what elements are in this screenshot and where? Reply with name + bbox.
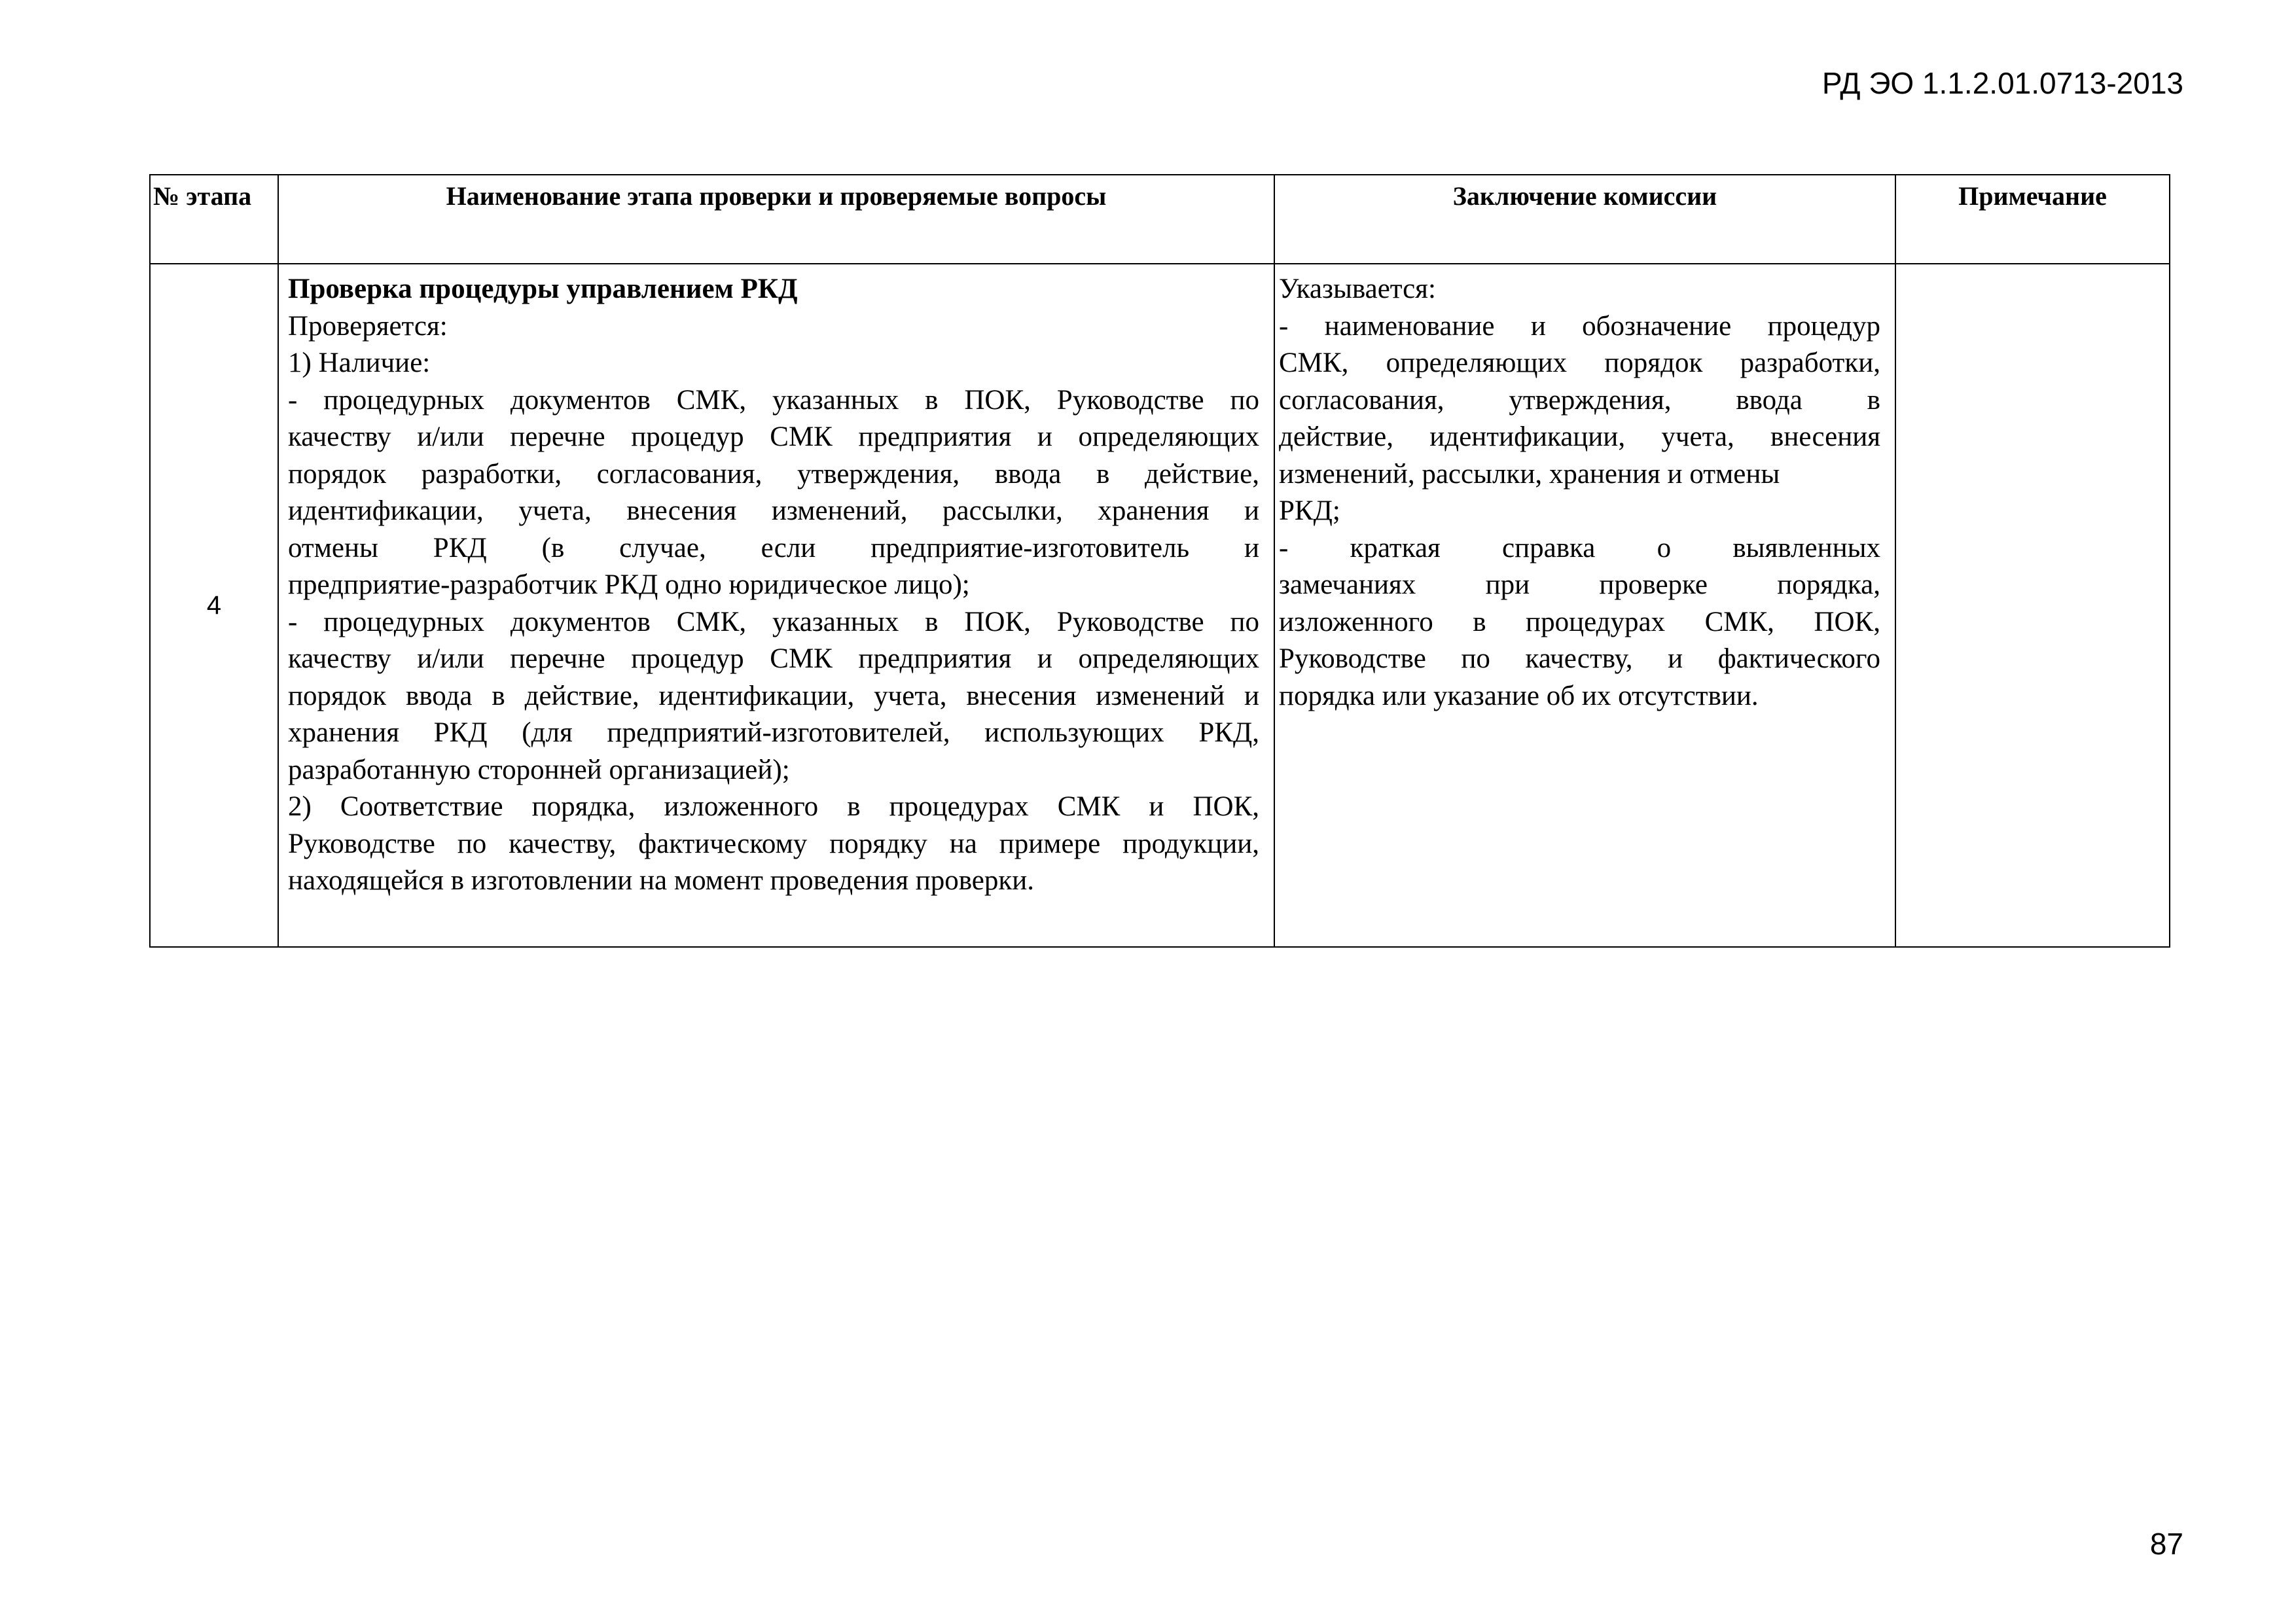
conclusion-cell [1274, 264, 1895, 947]
description-line: предприятие-разработчик РКД одно юридическое лицо); [288, 569, 970, 600]
conclusion-line: замечаниях при проверке порядка, [1279, 569, 1880, 600]
column-header-note: Примечание [1895, 175, 2170, 264]
conclusion-line: порядка или указание об их отсутствии. [1279, 680, 1759, 711]
conclusion-line: изложенного в процедурах СМК, ПОК, [1279, 606, 1880, 637]
description-line: качеству и/или перечне процедур СМК предприятия и определяющих [288, 643, 1259, 674]
conclusion-line: - наименование и обозначение процедур [1279, 310, 1880, 342]
description-line: находящейся в изготовлении на момент проведения проверки. [288, 865, 1035, 896]
table-row [150, 264, 2170, 947]
column-header-conclusion: Заключение комиссии [1274, 175, 1895, 264]
description-line: Руководстве по качеству, фактическому порядку на примере продукции, [288, 828, 1259, 859]
conclusion-line: - краткая справка о выявленных [1279, 532, 1880, 563]
description-line: Проверяется: [288, 310, 448, 342]
description-line: качеству и/или перечне процедур СМК предприятия и определяющих [288, 421, 1259, 452]
conclusion-line: СМК, определяющих порядок разработки, [1279, 348, 1880, 378]
column-header-stage-name: Наименование этапа проверки и проверяемые вопросы [278, 175, 1274, 264]
description-line: - процедурных документов СМК, указанных в ПОК, Руководстве по [288, 384, 1259, 416]
description-line: идентификации, учета, внесения изменений, рассылки, хранения и [288, 495, 1259, 526]
conclusion-line: изменений, рассылки, хранения и отмены [1279, 458, 1780, 490]
inspection-table [149, 174, 2170, 948]
conclusion-line: РКД; [1279, 495, 1340, 526]
description-line: 2) Соответствие порядка, изложенного в процедурах СМК и ПОК, [288, 791, 1259, 822]
conclusion-line: Указывается: [1279, 274, 1436, 304]
description-line: отмены РКД (в случае, если предприятие-изготовитель и [288, 532, 1259, 563]
conclusion-line: согласования, утверждения, ввода в [1279, 384, 1880, 416]
note-cell [1895, 264, 2170, 947]
description-line: хранения РКД (для предприятий-изготовителей, использующих РКД, [288, 717, 1259, 748]
description-line: - процедурных документов СМК, указанных в ПОК, Руководстве по [288, 606, 1259, 637]
page-number: 87 [2149, 1527, 2183, 1561]
table-header-row [150, 175, 2170, 264]
stage-title: Проверка процедуры управлением РКД [288, 274, 798, 304]
stage-number-cell: 4 [150, 264, 278, 947]
document-code: РД ЭО 1.1.2.01.0713-2013 [1821, 66, 2183, 100]
description-line: порядок ввода в действие, идентификации, учета, внесения изменений и [288, 680, 1259, 711]
conclusion-line: Руководстве по качеству, и фактического [1279, 643, 1880, 674]
description-line: разработанную сторонней организацией); [288, 754, 790, 785]
description-line: 1) Наличие: [288, 348, 431, 378]
column-header-stage-number: № этапа [150, 175, 278, 264]
stage-description-cell [278, 264, 1274, 947]
conclusion-line: действие, идентификации, учета, внесения [1279, 421, 1880, 452]
description-line: порядок разработки, согласования, утверждения, ввода в действие, [288, 458, 1259, 490]
